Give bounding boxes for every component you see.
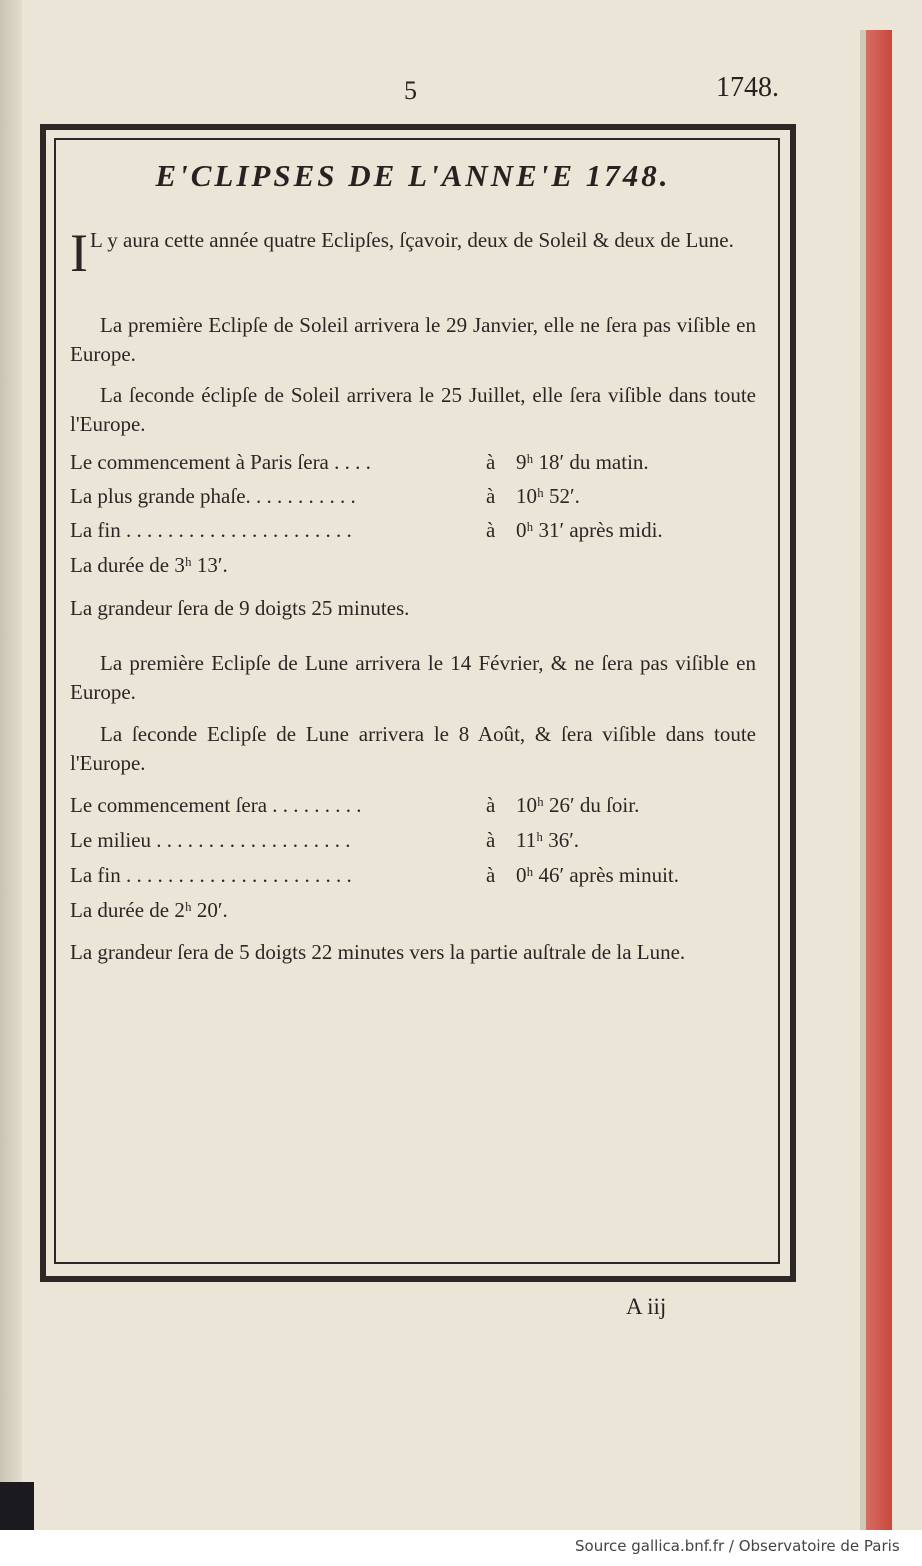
- moon-magnitude: La grandeur ſera de 5 doigts 22 minutes vers la partie auſtrale de la Lune.: [70, 940, 686, 964]
- row-label: Le milieu . . . . . . . . . . . . . . . . . . .: [70, 828, 351, 852]
- sun-magnitude: La grandeur ſera de 9 doigts 25 minutes.: [70, 596, 410, 620]
- running-head-year: 1748.: [716, 72, 779, 103]
- row-value: 11ʰ 36′.: [516, 828, 580, 852]
- row-label: Le commencement ſera . . . . . . . . .: [70, 793, 362, 817]
- signature-mark: A iij: [626, 1294, 667, 1319]
- row-label: La fin . . . . . . . . . . . . . . . . . . . . . .: [70, 518, 352, 542]
- drop-cap: I: [70, 223, 88, 283]
- moon-eclipse-first: La première Eclipſe de Lune arrivera le 14 Février, & ne ſera pas viſible en Europe.: [70, 651, 756, 704]
- moon-row-end: La fin . . . . . . . . . . . . . . . . . . . . . . à 0ʰ 46′ après minuit.: [70, 860, 756, 890]
- intro-text: L y aura cette année quatre Eclipſes, ſçavoir, deux de Soleil & deux de Lune.: [89, 228, 734, 252]
- moon-duration: La durée de 2ʰ 20′.: [70, 898, 228, 922]
- row-label: Le commencement à Paris ſera . . . .: [70, 450, 371, 474]
- row-value: 9ʰ 18′ du matin.: [516, 450, 649, 474]
- page-number: 5: [404, 76, 417, 105]
- sun-duration: La durée de 3ʰ 13′.: [70, 553, 228, 577]
- sun-eclipse-second: La ſeconde éclipſe de Soleil arrivera le 25 Juillet, elle ſera viſible dans toute l'Europe.: [70, 383, 756, 436]
- row-label: La fin . . . . . . . . . . . . . . . . . . . . . .: [70, 863, 352, 887]
- row-value: 0ʰ 31′ après midi.: [516, 518, 663, 542]
- cover-corner: [0, 1482, 34, 1530]
- sun-eclipse-first: La première Eclipſe de Soleil arrivera le 29 Janvier, elle ne ſera pas viſible en Europe.: [70, 313, 756, 366]
- page-title: E'CLIPSES DE L'ANNE'E 1748.: [155, 158, 671, 193]
- row-label: La plus grande phaſe. . . . . . . . . . .: [70, 484, 356, 508]
- page-left-shadow: [0, 0, 22, 1530]
- source-credit: Source gallica.bnf.fr / Observatoire de Paris: [575, 1537, 900, 1555]
- row-value: 10ʰ 52′.: [516, 484, 580, 508]
- moon-row-beginning: Le commencement ſera . . . . . . . . . à 10ʰ 26′ du ſoir.: [70, 790, 756, 820]
- row-value: 0ʰ 46′ après minuit.: [516, 863, 679, 887]
- moon-row-middle: Le milieu . . . . . . . . . . . . . . . . . . . à 11ʰ 36′.: [70, 825, 756, 855]
- row-value: 10ʰ 26′ du ſoir.: [516, 793, 640, 817]
- sun-row-greatest-phase: La plus grande phaſe. . . . . . . . . . . à 10ʰ 52′.: [70, 481, 756, 511]
- intro-paragraph: [70, 223, 756, 283]
- sun-row-beginning: Le commencement à Paris ſera . . . . à 9ʰ 18′ du matin.: [70, 447, 756, 477]
- red-page-edge: [866, 30, 892, 1530]
- sun-row-end: La fin . . . . . . . . . . . . . . . . . . . . . . à 0ʰ 31′ après midi.: [70, 515, 756, 545]
- moon-eclipse-second: La ſeconde Eclipſe de Lune arrivera le 8 Août, & ſera viſible dans toute l'Europe.: [70, 722, 756, 775]
